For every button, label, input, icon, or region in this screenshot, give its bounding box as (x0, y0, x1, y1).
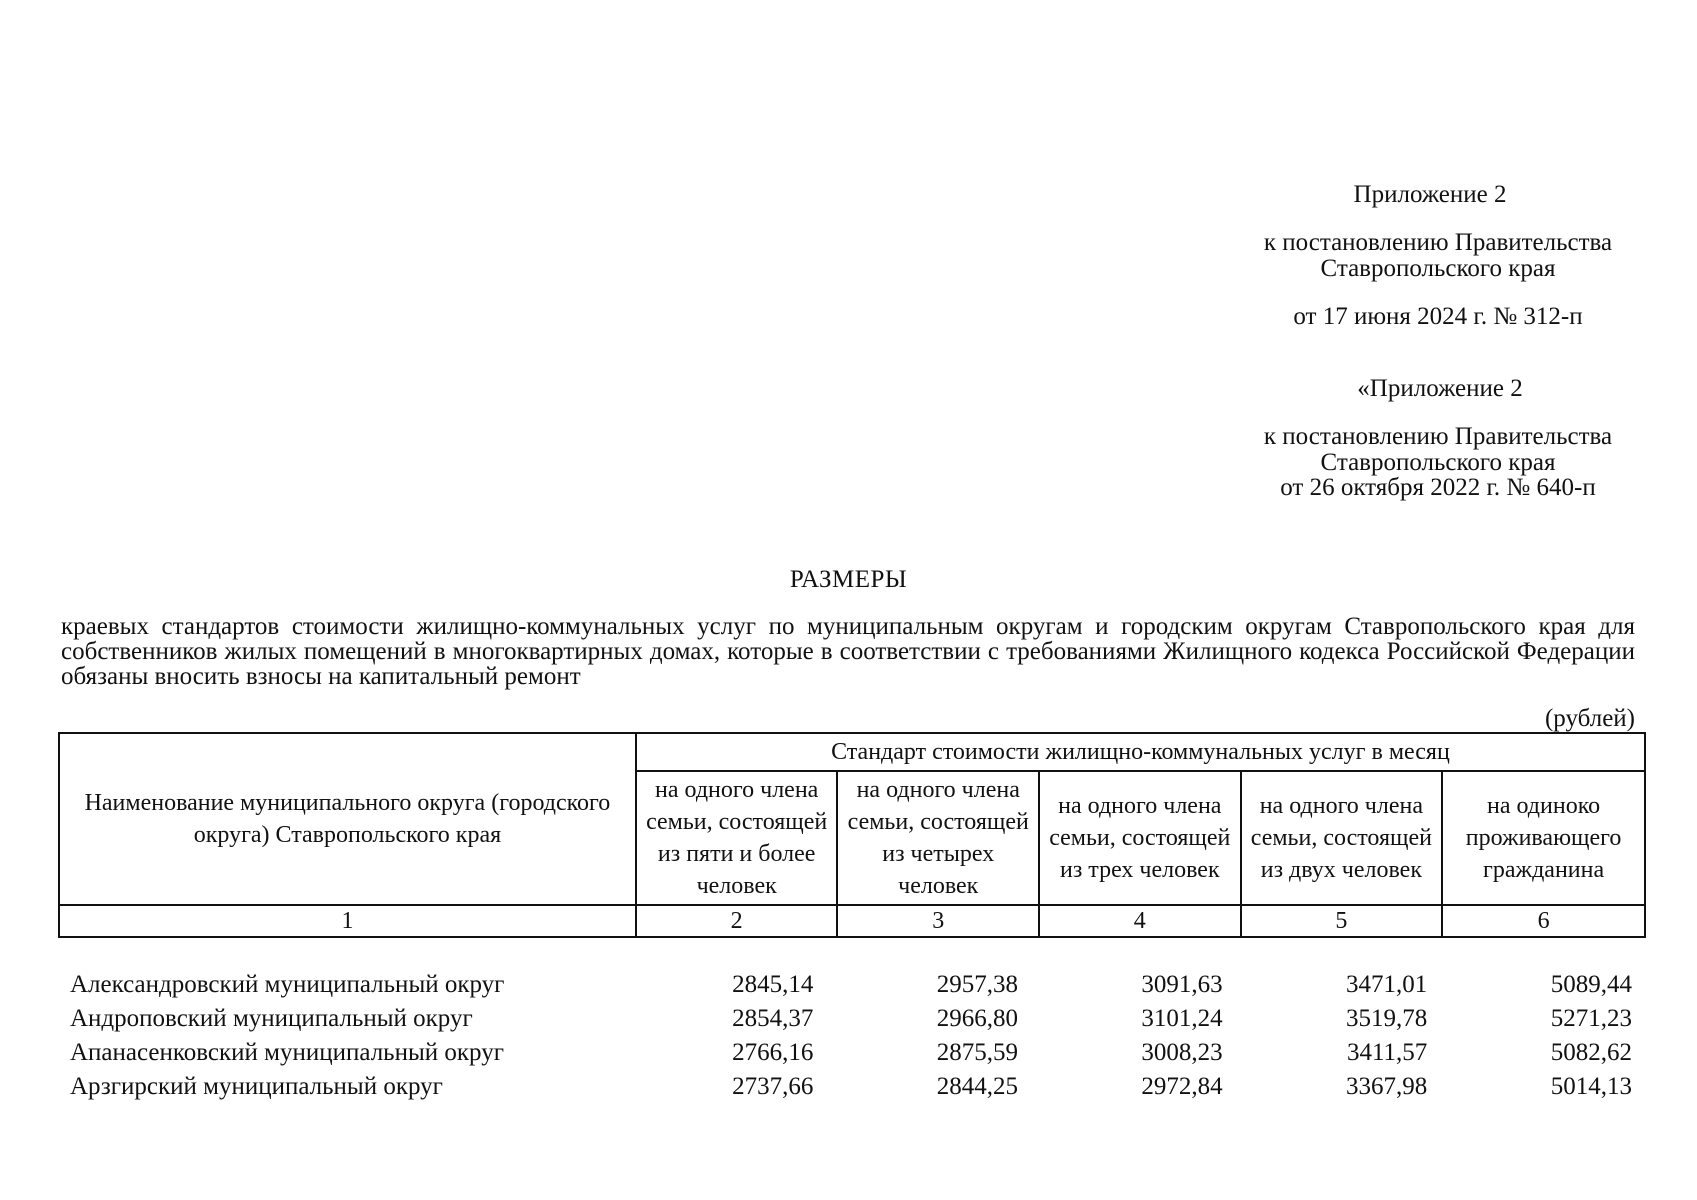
column-index: 1 (59, 905, 636, 937)
value-cell: 3008,23 (1141, 1039, 1223, 1066)
value-cell: 2737,66 (732, 1073, 814, 1100)
value-cell: 2845,14 (732, 971, 814, 998)
district-name: Андроповский муниципальный округ (70, 1005, 473, 1032)
appendix-reference-line1: к постановлению Правительства (1263, 229, 1613, 256)
original-appendix-title: «Приложение 2 (1357, 375, 1523, 402)
value-cell: 3471,01 (1346, 971, 1428, 998)
district-name: Апанасенковский муниципальный округ (70, 1039, 504, 1066)
column-header-four: на одного члена семьи, состоящей из четырех человек (837, 771, 1039, 905)
column-group-header: Стандарт стоимости жилищно-коммунальных услуг в месяц (636, 733, 1645, 771)
column-header-two: на одного члена семьи, состоящей из двух человек (1241, 771, 1443, 905)
column-index: 5 (1241, 905, 1443, 937)
value-cell: 5014,13 (1550, 1073, 1632, 1100)
table-row (58, 968, 1646, 1002)
column-header-name: Наименование муниципального округа (городского округа) Ставропольского края (59, 733, 636, 905)
district-name: Арзгирский муниципальный округ (70, 1073, 443, 1100)
column-index-row (59, 905, 1645, 937)
value-cell: 5082,62 (1550, 1039, 1632, 1066)
table-row (58, 1070, 1646, 1104)
column-index: 3 (837, 905, 1039, 937)
value-cell: 2854,37 (732, 1005, 814, 1032)
standards-table-header (58, 732, 1646, 938)
standards-table-body (58, 968, 1646, 1104)
units-label: (рублей) (1544, 705, 1635, 732)
appendix-reference-line2: Ставропольского края (1320, 255, 1556, 282)
document-heading: РАЗМЕРЫ (789, 566, 908, 593)
original-appendix-reference-line1: к постановлению Правительства (1263, 423, 1613, 450)
value-cell: 2966,80 (936, 1005, 1019, 1032)
value-cell: 3411,57 (1346, 1039, 1428, 1066)
district-name: Александровский муниципальный округ (70, 971, 505, 998)
appendix-date: от 17 июня 2024 г. № 312-п (1293, 303, 1583, 330)
original-appendix-reference-line2: Ставропольского края (1320, 449, 1556, 476)
value-cell: 3519,78 (1346, 1005, 1428, 1032)
value-cell: 2972,84 (1141, 1073, 1223, 1100)
value-cell: 2875,59 (936, 1039, 1019, 1066)
value-cell: 5089,44 (1550, 971, 1632, 998)
appendix-title: Приложение 2 (1353, 181, 1507, 208)
original-appendix-date: от 26 октября 2022 г. № 640-п (1280, 474, 1596, 501)
column-index: 4 (1039, 905, 1241, 937)
value-cell: 3101,24 (1141, 1005, 1223, 1032)
column-header-five-plus: на одного члена семьи, состоящей из пяти и более человек (636, 771, 838, 905)
value-cell: 2766,16 (732, 1039, 814, 1066)
value-cell: 3367,98 (1346, 1073, 1428, 1100)
table-row (58, 1002, 1646, 1036)
value-cell: 2844,25 (936, 1073, 1019, 1100)
value-cell: 5271,23 (1550, 1005, 1632, 1032)
column-index: 6 (1442, 905, 1645, 937)
column-header-single: на одиноко проживающего гражданина (1442, 771, 1645, 905)
column-header-three: на одного члена семьи, состоящей из трех человек (1039, 771, 1241, 905)
value-cell: 3091,63 (1141, 971, 1223, 998)
table-row (58, 1036, 1646, 1070)
value-cell: 2957,38 (936, 971, 1019, 998)
document-subtitle: краевых стандартов стоимости жилищно-коммунальных услуг по муниципальным округам и городским округам Ставропольского края для собственников жилых помещений в многоквартирных домах, которые в соответствии с требованиями Жилищного кодекса Российской Федерации обязаны вносить взносы на капитальный ремонт (61, 613, 1635, 690)
column-index: 2 (636, 905, 838, 937)
